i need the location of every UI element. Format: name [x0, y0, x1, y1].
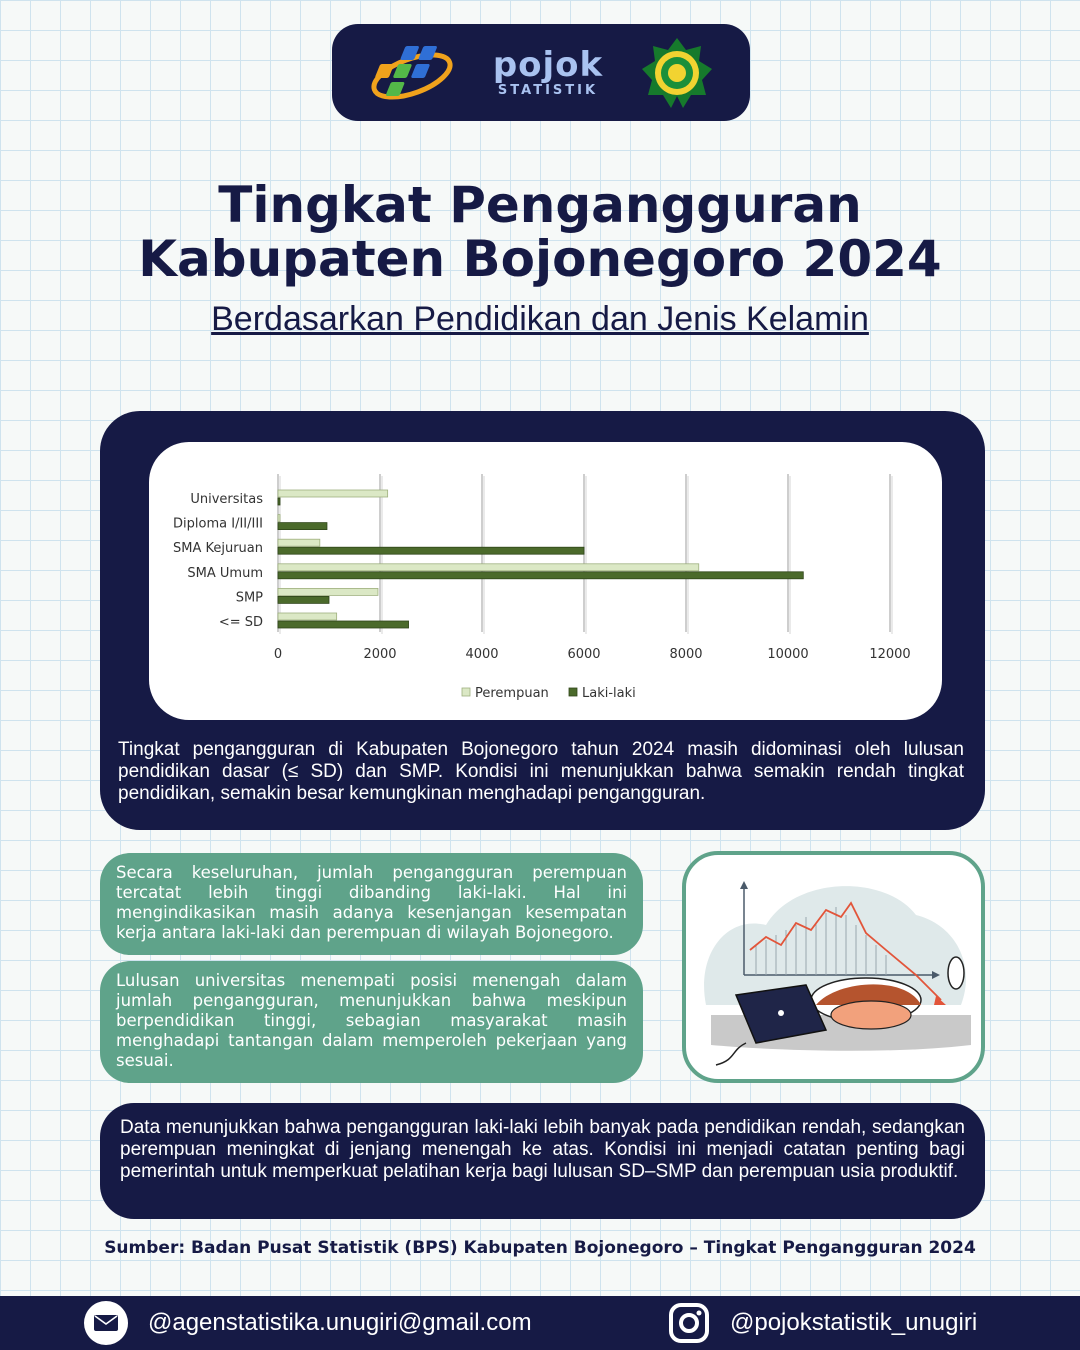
- university-emblem: [640, 36, 714, 110]
- bar-perempuan: [278, 490, 388, 497]
- source-note: Sumber: Badan Pusat Statistik (BPS) Kabupaten Bojonegoro – Tingkat Pengangguran 2024: [104, 1238, 976, 1258]
- bar-laki-laki: [278, 572, 803, 579]
- x-tick-label: 10000: [767, 647, 809, 662]
- instagram-icon: [668, 1302, 710, 1344]
- title-line2: Kabupaten Bojonegoro 2024: [138, 230, 942, 288]
- chart-panel: [149, 442, 942, 720]
- conclusion-box: Data menunjukkan bahwa pengangguran laki-laki lebih banyak pada pendidikan rendah, sedangkan perempuan meningkat di jenjang menengah ke atas. Kondisi ini menjadi catatan penting bagi pemerintah untuk memperkuat pelatihan kerja bagi lulusan SD–SMP dan perempuan usia produktif.: [100, 1103, 985, 1219]
- pojok-statistik-logo: [493, 47, 603, 98]
- tired-worker-illustration: [686, 855, 981, 1079]
- bar-perempuan: [278, 539, 320, 546]
- bar-chart: [149, 442, 942, 720]
- footer-email[interactable]: [84, 1296, 532, 1350]
- y-category-label: SMA Umum: [187, 565, 263, 581]
- brand-line2: STATISTIK: [497, 83, 599, 98]
- x-tick-label: 0: [273, 647, 283, 662]
- title-line1: Tingkat Pengangguran: [218, 176, 862, 234]
- page-subtitle: Berdasarkan Pendidikan dan Jenis Kelamin: [211, 300, 869, 338]
- bar-perempuan: [278, 588, 378, 595]
- brand-line1: pojok: [492, 45, 604, 85]
- insight-box-gender: Secara keseluruhan, jumlah pengangguran perempuan tercatat lebih tinggi dibanding laki-laki. Hal ini mengindikasikan masih adanya kesenjangan kesempatan kerja antara laki-laki dan perempuan di wilayah Bojonegoro.: [100, 853, 643, 955]
- footer: [0, 1296, 1080, 1350]
- bar-laki-laki: [278, 621, 409, 628]
- illustration-frame: [682, 851, 985, 1083]
- logo-bar: [332, 24, 750, 121]
- insight-box-university: Lulusan universitas menempati posisi menengah dalam jumlah pengangguran, menunjukkan bahwa meskipun berpendidikan tinggi, sebagian masyarakat masih menghadapi tantangan dalam memperoleh pekerjaan yang sesuai.: [100, 961, 643, 1083]
- bar-laki-laki: [278, 596, 329, 603]
- legend-label: Perempuan: [475, 686, 549, 701]
- legend-swatch: [462, 688, 470, 696]
- footer-instagram[interactable]: [668, 1296, 977, 1350]
- legend-swatch: [569, 688, 577, 696]
- y-category-label: Universitas: [190, 492, 263, 507]
- y-category-label: <= SD: [218, 615, 263, 630]
- x-tick-label: 6000: [567, 647, 601, 662]
- legend-label: Laki-laki: [582, 686, 636, 701]
- y-category-label: SMA Kejuruan: [172, 541, 263, 557]
- bar-laki-laki: [278, 498, 280, 505]
- page-title: [0, 178, 1080, 286]
- bar-perempuan: [278, 515, 280, 522]
- bps-logo: [368, 40, 456, 106]
- chart-card: [100, 411, 985, 830]
- email-text[interactable]: @agenstatistika.unugiri@gmail.com: [148, 1309, 532, 1336]
- y-category-label: Diploma I/II/III: [173, 516, 263, 532]
- chart-description: Tingkat pengangguran di Kabupaten Bojonegoro tahun 2024 masih didominasi oleh lulusan pendidikan dasar (≤ SD) dan SMP. Kondisi ini menunjukkan bahwa semakin rendah tingkat pendidikan, semakin besar kemungkinan menghadapi pengangguran.: [118, 739, 964, 804]
- bar-laki-laki: [278, 547, 584, 554]
- instagram-text[interactable]: @pojokstatistik_unugiri: [730, 1309, 978, 1336]
- mail-icon: [84, 1301, 128, 1345]
- x-tick-label: 4000: [465, 647, 499, 662]
- x-tick-label: 2000: [363, 647, 397, 662]
- y-category-label: SMP: [235, 590, 263, 606]
- x-tick-label: 8000: [669, 647, 703, 662]
- bar-perempuan: [278, 613, 337, 620]
- x-tick-label: 12000: [869, 647, 911, 662]
- bar-laki-laki: [278, 523, 327, 530]
- bar-perempuan: [278, 564, 699, 571]
